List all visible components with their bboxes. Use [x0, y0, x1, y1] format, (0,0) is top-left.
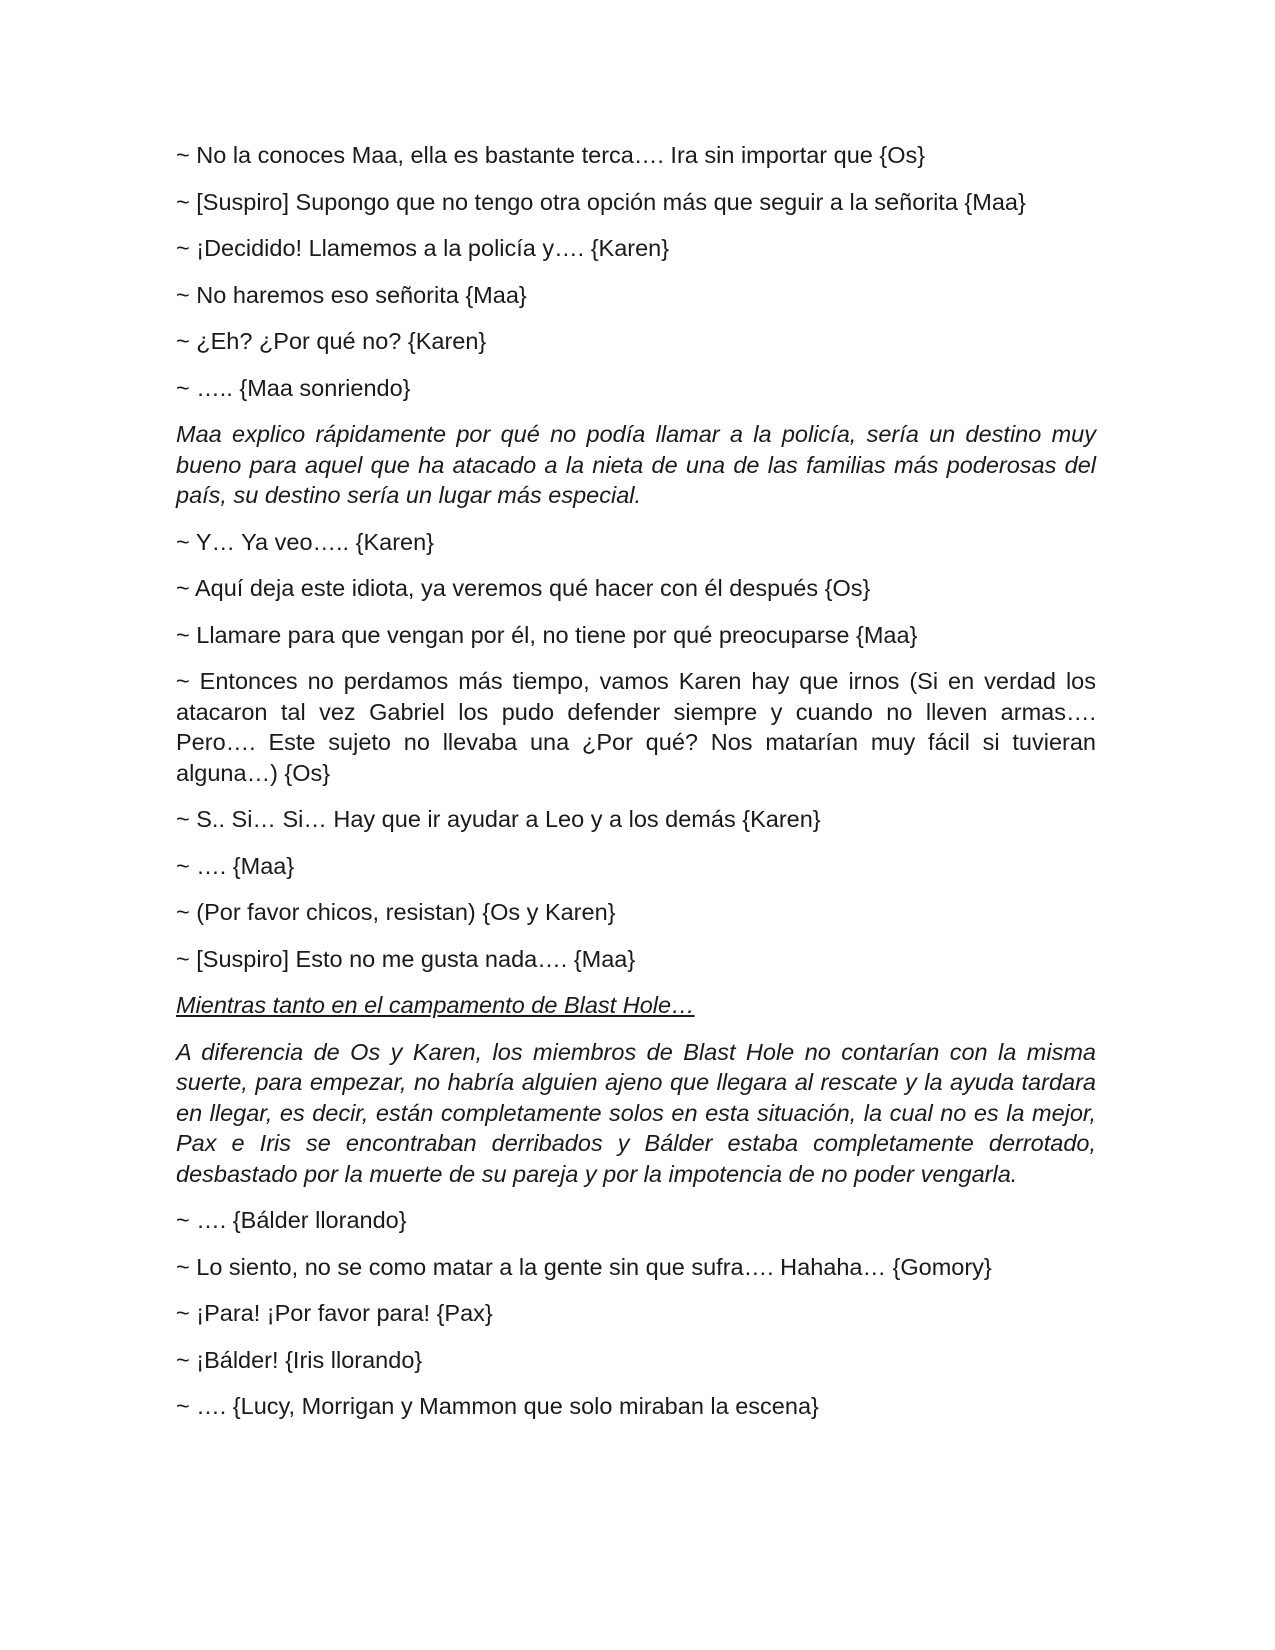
- dialogue-line: ~ ¡Bálder! {Iris llorando}: [176, 1346, 423, 1373]
- document-page: [176, 140, 1096, 1438]
- dialogue-line: ~ ¡Decidido! Llamemos a la policía y…. {Karen}: [176, 235, 670, 261]
- narration-paragraph: Maa explico rápidamente por qué no podía llamar a la policía, sería un destino muy bueno para aquel que ha atacado a la nieta de una de las familias más poderosas del país, su destino sería un lugar más especial.: [176, 421, 1096, 508]
- dialogue-line: ~ [Suspiro] Supongo que no tengo otra opción más que seguir a la señorita {Maa}: [176, 188, 1026, 215]
- dialogue-line: ~ ¡Para! ¡Por favor para! {Pax}: [176, 1300, 493, 1326]
- dialogue-line: ~ (Por favor chicos, resistan) {Os y Karen}: [176, 899, 616, 925]
- dialogue-line: ~ Y… Ya veo….. {Karen}: [176, 528, 435, 555]
- dialogue-line: ~ No haremos eso señorita {Maa}: [176, 281, 527, 308]
- dialogue-line: ~ [Suspiro] Esto no me gusta nada…. {Maa}: [176, 945, 636, 972]
- dialogue-paragraph: ~ Entonces no perdamos más tiempo, vamos Karen hay que irnos (Si en verdad los atacaron tal vez Gabriel los pudo defender siempre y cuando no lleven armas…. Pero…. Este sujeto no llevaba una ¿Por qué? Nos matarían muy fácil si tuvieran alguna…) {Os}: [176, 668, 1096, 786]
- dialogue-line: ~ ….. {Maa sonriendo}: [176, 374, 411, 401]
- dialogue-line: ~ No la conoces Maa, ella es bastante terca…. Ira sin importar que {Os}: [176, 142, 926, 168]
- dialogue-line: ~ …. {Bálder llorando}: [176, 1207, 407, 1233]
- dialogue-line: ~ ¿Eh? ¿Por qué no? {Karen}: [176, 328, 487, 354]
- dialogue-line: ~ …. {Maa}: [176, 852, 295, 879]
- narration-paragraph: A diferencia de Os y Karen, los miembros de Blast Hole no contarían con la misma suerte, para empezar, no habría alguien ajeno que llegara al rescate y la ayuda tardara en llegar, es decir, están completamente solos en esta situación, la cual no es la mejor, Pax e Iris se encontraban derribados y Bálder estaba completamente derrotado, desbastado por la muerte de su pareja y por la impotencia de no poder vengarla.: [176, 1038, 1096, 1187]
- dialogue-line: ~ …. {Lucy, Morrigan y Mammon que solo miraban la escena}: [176, 1393, 819, 1419]
- scene-heading: Mientras tanto en el campamento de Blast Hole…: [176, 992, 695, 1018]
- dialogue-line: ~ S.. Si… Si… Hay que ir ayudar a Leo y a los demás {Karen}: [176, 806, 821, 832]
- dialogue-line: ~ Lo siento, no se como matar a la gente sin que sufra…. Hahaha… {Gomory}: [176, 1253, 992, 1280]
- dialogue-line: ~ Aquí deja este idiota, ya veremos qué hacer con él después {Os}: [176, 575, 871, 601]
- dialogue-line: ~ Llamare para que vengan por él, no tiene por qué preocuparse {Maa}: [176, 621, 918, 648]
